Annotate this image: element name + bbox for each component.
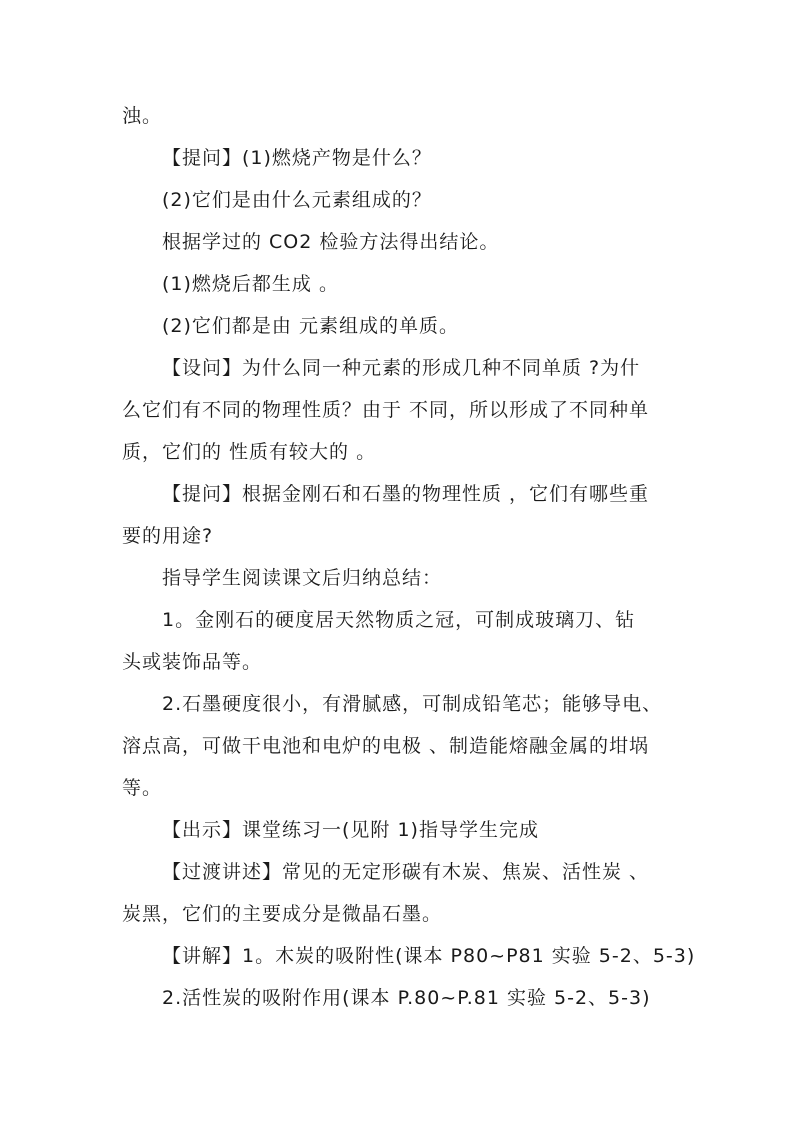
text-line: 炭黑，它们的主要成分是微晶石墨。 (122, 903, 443, 925)
text-line: 1。金刚石的硬度居天然物质之冠，可制成玻璃刀、钻 (162, 609, 636, 631)
text-line: 么它们有不同的物理性质？由于 不同，所以形成了不同种单 (122, 399, 650, 421)
text-line: 【过渡讲述】常见的无定形碳有木炭、焦炭、活性炭 、 (162, 861, 650, 883)
text-line: 指导学生阅读课文后归纳总结： (162, 567, 443, 589)
text-line: 要的用途? (122, 525, 214, 547)
text-line: (1)燃烧后都生成 。 (162, 273, 339, 295)
text-line: 等。 (122, 777, 163, 799)
text-line: 【提问】根据金刚石和石墨的物理性质 ，它们有哪些重 (162, 483, 650, 505)
text-line: 【讲解】1。木炭的吸附性(课本 P80~P81 实验 5-2、5-3) (162, 945, 696, 967)
text-line: (2)它们是由什么元素组成的？ (162, 189, 432, 211)
text-line: 【出示】课堂练习一(见附 1)指导学生完成 (162, 819, 539, 841)
text-line: 2.石墨硬度很小，有滑腻感，可制成铅笔芯；能够导电、 (162, 693, 663, 715)
text-line: 【提问】(1)燃烧产物是什么？ (162, 147, 432, 169)
text-line: 【设问】为什么同一种元素的形成几种不同单质 ?为什 (162, 357, 641, 379)
text-line: (2)它们都是由 元素组成的单质。 (162, 315, 459, 337)
text-line: 质，它们的 性质有较大的 。 (122, 441, 377, 463)
text-line: 头或装饰品等。 (122, 651, 263, 673)
text-line: 浊。 (122, 105, 163, 127)
text-line: 2.活性炭的吸附作用(课本 P.80~P.81 实验 5-2、5-3) (162, 987, 651, 1009)
text-line: 溶点高，可做干电池和电炉的电极 、制造能熔融金属的坩埚 (122, 735, 650, 757)
text-line: 根据学过的 CO2 检验方法得出结论。 (162, 231, 500, 253)
